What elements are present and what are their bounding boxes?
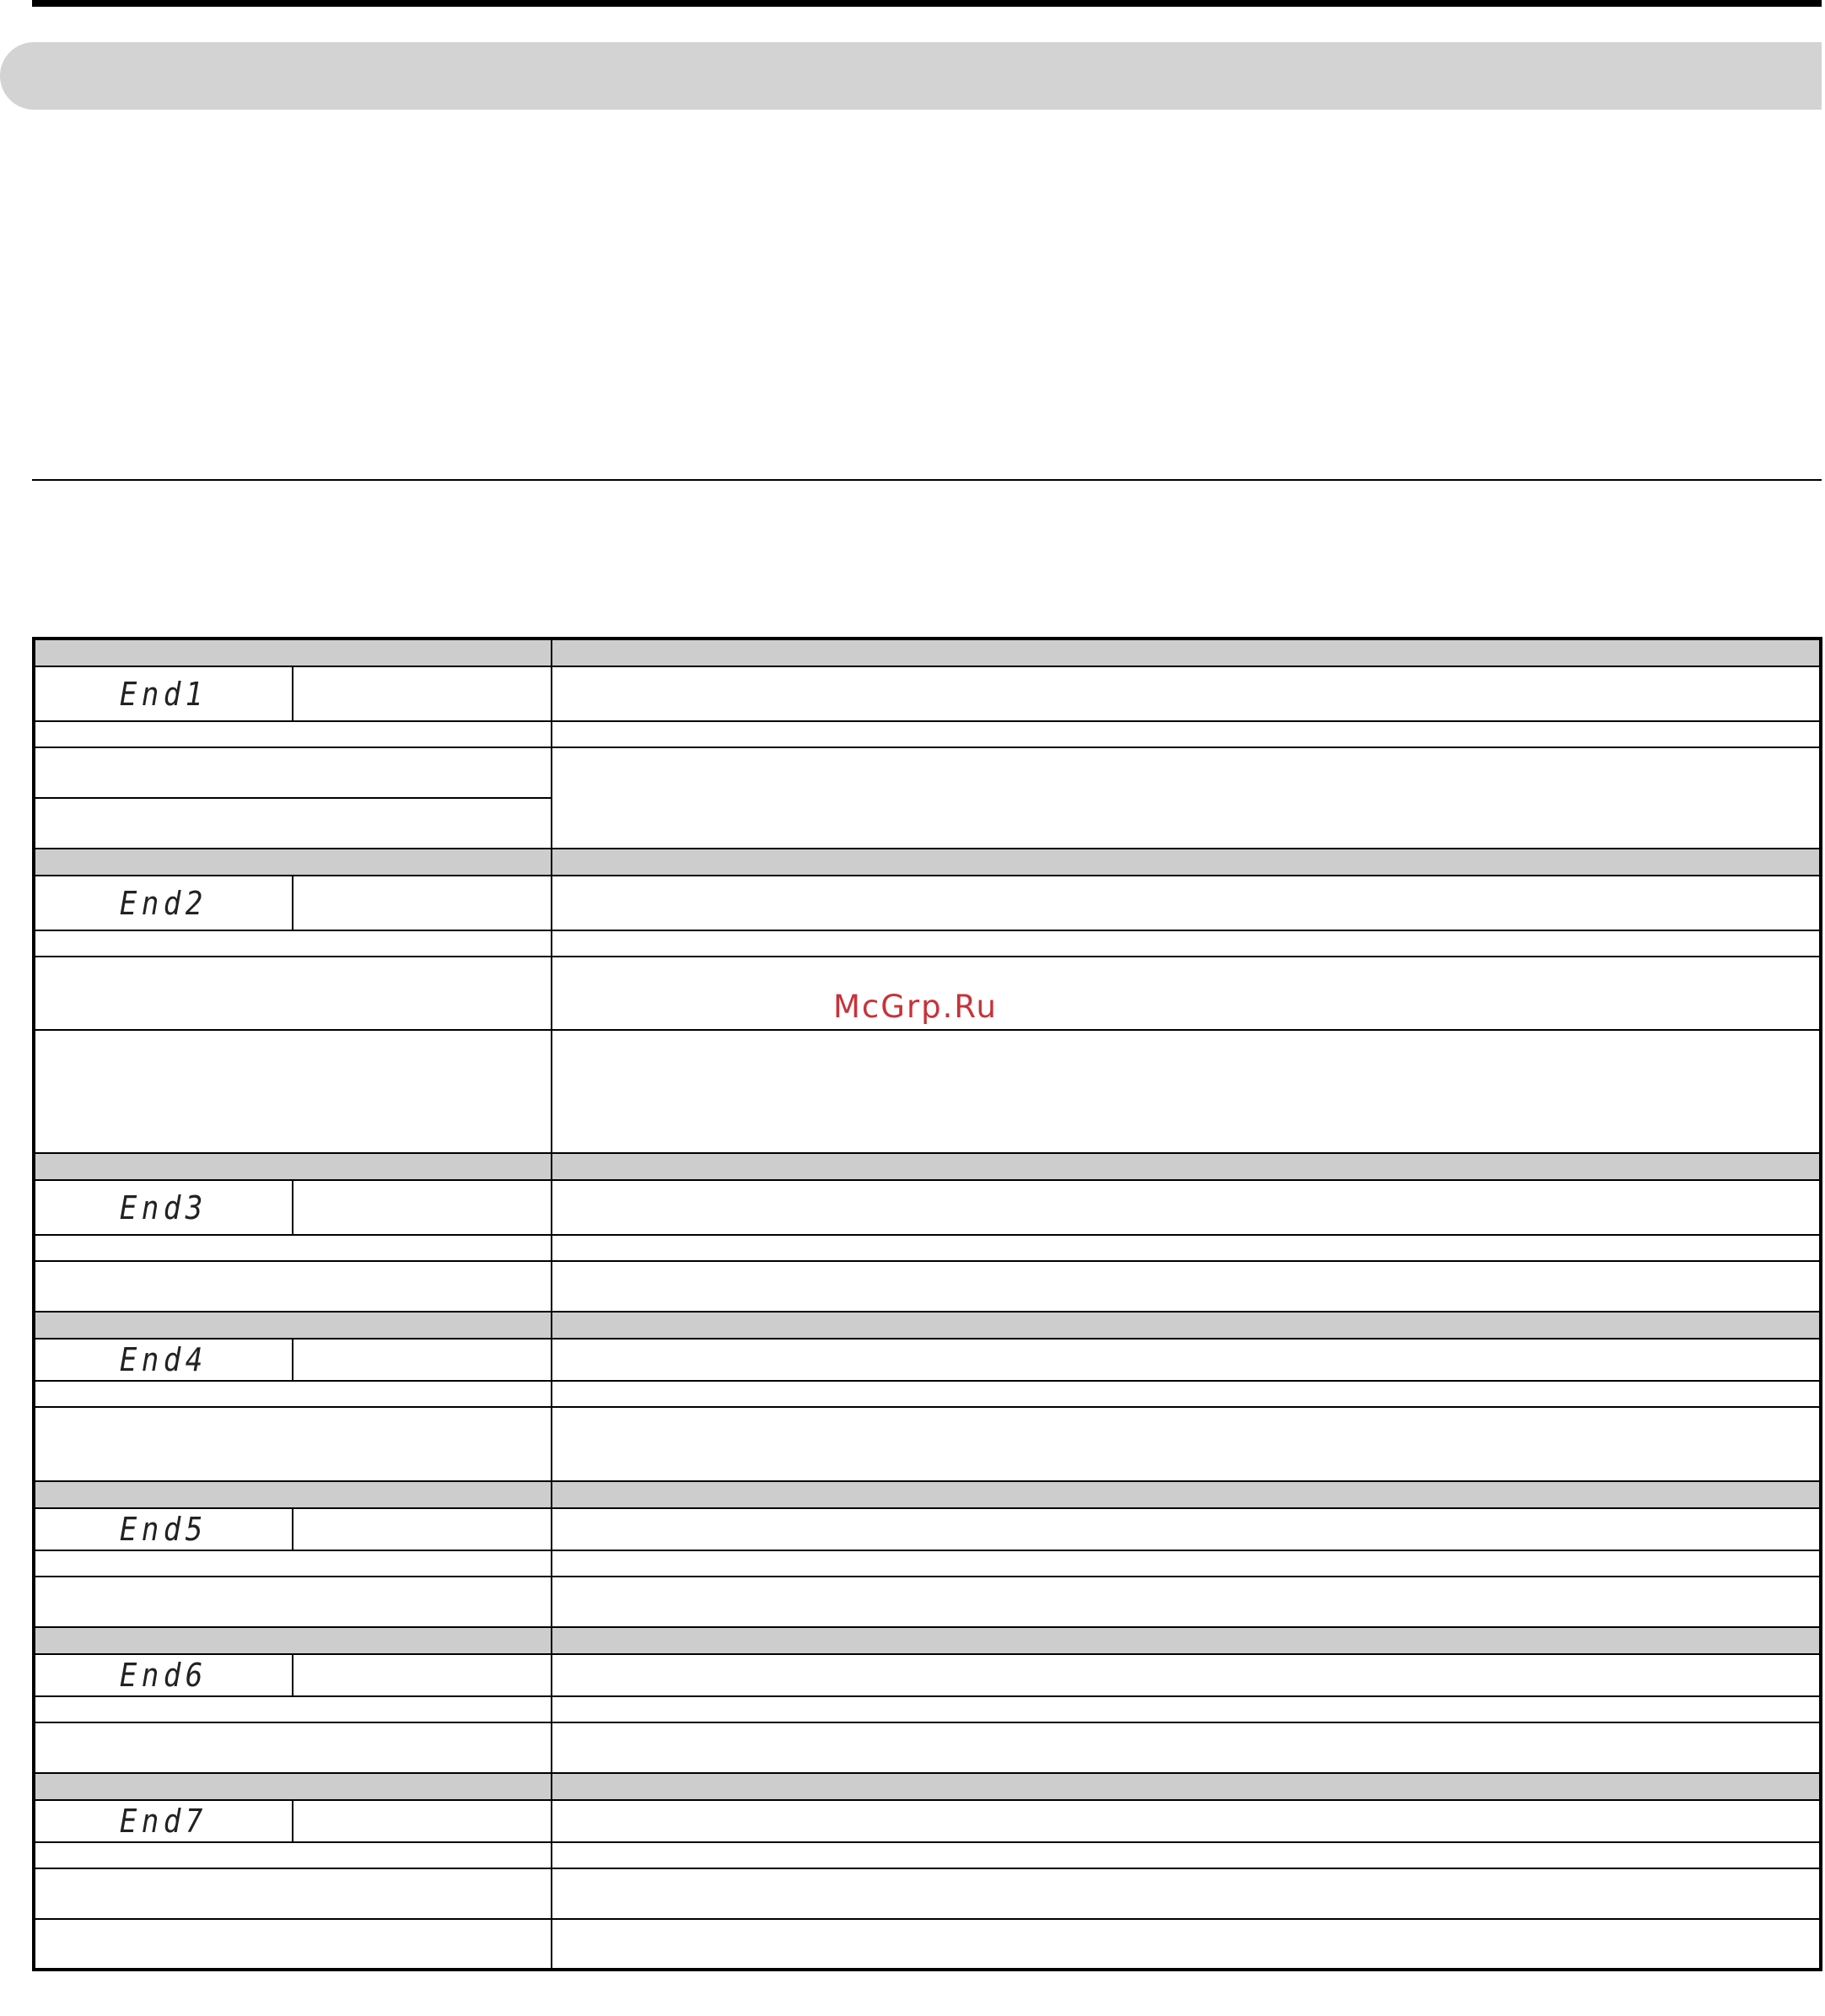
table-row: [34, 876, 1821, 930]
error-code-cell: [34, 1654, 293, 1696]
table-row: [34, 1654, 1821, 1696]
error-code-display: End4: [120, 1341, 207, 1378]
error-code-cell: [34, 1180, 293, 1235]
table-row: [34, 721, 1821, 747]
error-code-cell: [34, 666, 293, 721]
error-code-cell: [34, 1800, 293, 1842]
table-row: [34, 1381, 1821, 1407]
table-row: [34, 1261, 1821, 1312]
table-header-row: [34, 1773, 1821, 1800]
table-row: [34, 1030, 1821, 1153]
table-row: [34, 1407, 1821, 1481]
error-code-cell: [34, 876, 293, 930]
table-row: [34, 1235, 1821, 1261]
table-row: [34, 1180, 1821, 1235]
table-row: [34, 1842, 1821, 1868]
table-row: [34, 666, 1821, 721]
top-rule: [32, 0, 1822, 7]
error-code-display: End1: [120, 675, 207, 713]
table-row: [34, 1550, 1821, 1577]
section-divider: [32, 479, 1822, 481]
table-row: [34, 930, 1821, 957]
table-row: [34, 1577, 1821, 1627]
error-code-table: [32, 637, 1822, 1971]
table-header-row: [34, 1627, 1821, 1654]
table-header-row: [34, 1481, 1821, 1508]
watermark-text: McGrp.Ru: [833, 989, 998, 1025]
error-code-display: End6: [120, 1657, 207, 1694]
table-row: [34, 1339, 1821, 1381]
table-row: [34, 1919, 1821, 1970]
table-header-row: [34, 1312, 1821, 1339]
section-header-banner: [0, 42, 1822, 110]
table-row: [34, 1800, 1821, 1842]
error-code-cell: [34, 1508, 293, 1550]
table-row: [34, 1696, 1821, 1722]
error-code-display: End5: [120, 1511, 207, 1548]
table-row: [34, 1722, 1821, 1773]
table-header-row: [34, 849, 1821, 876]
table-row: [34, 1868, 1821, 1919]
error-code-display: End3: [120, 1189, 207, 1226]
error-code-display: End7: [120, 1803, 207, 1840]
table-row: [34, 747, 1821, 798]
table-row: [34, 1508, 1821, 1550]
table-header-row: [34, 639, 1821, 666]
table-header-row: [34, 1153, 1821, 1180]
error-code-cell: [34, 1339, 293, 1381]
error-code-display: End2: [120, 884, 207, 922]
